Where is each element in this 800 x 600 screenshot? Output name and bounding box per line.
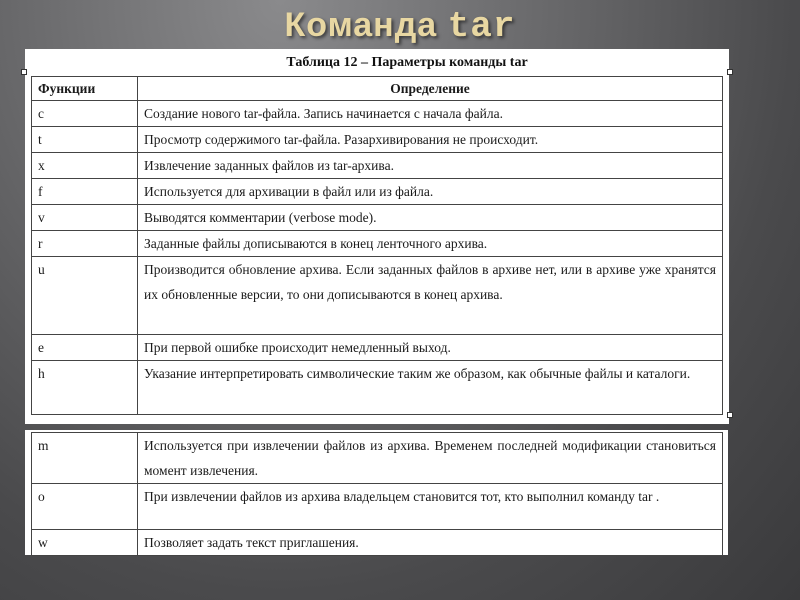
option-definition: Заданные файлы дописываются в конец ленточного архива. xyxy=(138,231,723,257)
option-key: w xyxy=(32,530,138,556)
table-row xyxy=(32,433,723,484)
option-definition: Используется при извлечении файлов из архива. Временем последней модификации становиться момент извлечения. xyxy=(138,433,723,484)
option-definition: Извлечение заданных файлов из tar-архива. xyxy=(138,153,723,179)
option-key: h xyxy=(32,361,138,415)
options-table-continued xyxy=(31,432,723,556)
option-key: o xyxy=(32,484,138,530)
slide-title-prefix: Команда xyxy=(284,6,438,44)
options-table-panel xyxy=(25,49,729,424)
option-definition: При первой ошибке происходит немедленный выход. xyxy=(138,335,723,361)
table-row xyxy=(32,101,723,127)
header-functions: Функции xyxy=(32,77,138,101)
table-row xyxy=(32,257,723,335)
option-definition: Производится обновление архива. Если заданных файлов в архиве нет, или в архиве уже хранятся их обновленные версии, то они дописываются в конец архива. xyxy=(138,257,723,335)
table-row xyxy=(32,484,723,530)
option-key: x xyxy=(32,153,138,179)
table-row xyxy=(32,205,723,231)
slide-title xyxy=(0,6,800,47)
resize-handle-left xyxy=(21,69,27,75)
option-key: f xyxy=(32,179,138,205)
option-key: e xyxy=(32,335,138,361)
option-key: c xyxy=(32,101,138,127)
table-row xyxy=(32,335,723,361)
options-table xyxy=(31,76,723,415)
option-definition: Позволяет задать текст приглашения. xyxy=(138,530,723,556)
option-definition: Используется для архивации в файл или из файла. xyxy=(138,179,723,205)
resize-handle-bottom-right xyxy=(727,412,733,418)
table-row xyxy=(32,153,723,179)
table-row xyxy=(32,231,723,257)
table-row xyxy=(32,530,723,556)
option-definition: При извлечении файлов из архива владельцем становится тот, кто выполнил команду tar . xyxy=(138,484,723,530)
option-definition: Создание нового tar-файла. Запись начинается с начала файла. xyxy=(138,101,723,127)
resize-handle-right xyxy=(727,69,733,75)
option-key: m xyxy=(32,433,138,484)
table-caption: Таблица 12 – Параметры команды tar xyxy=(286,55,528,70)
slide-title-command: tar xyxy=(447,6,516,47)
option-definition: Выводятся комментарии (verbose mode). xyxy=(138,205,723,231)
option-key: t xyxy=(32,127,138,153)
option-key: u xyxy=(32,257,138,335)
table-row xyxy=(32,127,723,153)
table-header-row xyxy=(32,77,723,101)
option-definition: Просмотр содержимого tar-файла. Разархивирования не происходит. xyxy=(138,127,723,153)
table-row xyxy=(32,361,723,415)
table-row xyxy=(32,179,723,205)
header-definition: Определение xyxy=(138,77,723,101)
options-table-continued-panel xyxy=(25,430,728,555)
option-key: r xyxy=(32,231,138,257)
option-definition: Указание интерпретировать символические таким же образом, как обычные файлы и каталоги. xyxy=(138,361,723,415)
option-key: v xyxy=(32,205,138,231)
